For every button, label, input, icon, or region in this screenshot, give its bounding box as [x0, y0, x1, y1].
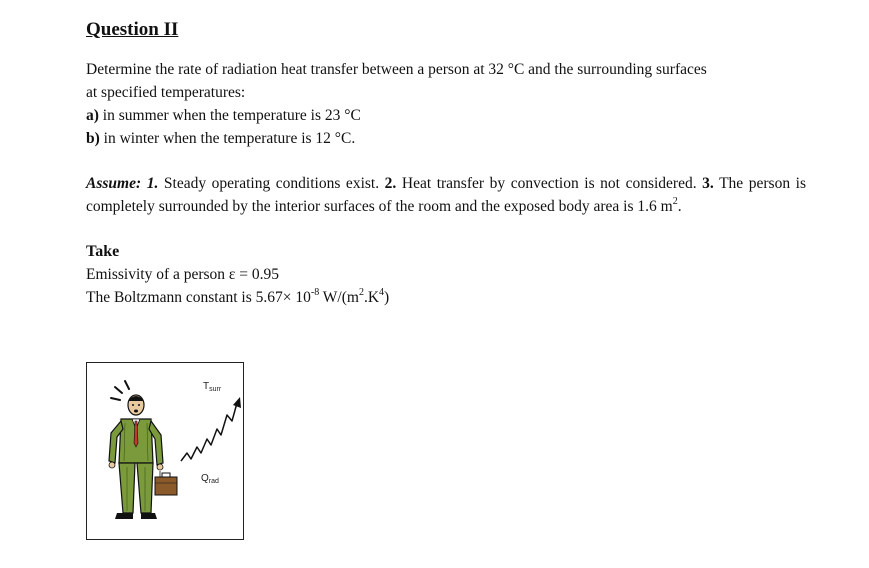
- problem-line-2: at specified temperatures:: [86, 84, 246, 101]
- assume-num-3: 3.: [702, 175, 714, 192]
- radiation-figure: [86, 362, 244, 540]
- assume-text-2: Heat transfer by convection is not considered.: [396, 175, 703, 192]
- problem-line-1: Determine the rate of radiation heat transfer between a person at 32 °C and the surrounding surfaces: [86, 61, 707, 78]
- radiation-illustration: [87, 363, 243, 539]
- q-rad-label: $Q_{rad}$: [201, 473, 219, 485]
- document-page: [86, 18, 806, 309]
- boltzmann-unit-b: .K: [363, 289, 380, 306]
- boltzmann-text: The Boltzmann constant is 5.67× 10: [86, 289, 311, 306]
- boltzmann-unit-c: ): [384, 289, 390, 306]
- assumptions: [86, 172, 806, 218]
- question-title: Question II: [86, 19, 179, 40]
- boltzmann-unit-exp-b: 4: [379, 286, 385, 298]
- boltzmann-line: [86, 286, 806, 309]
- part-b: [86, 127, 806, 150]
- boltzmann-exponent: -8: [310, 286, 320, 298]
- emissivity-line: Emissivity of a person ε = 0.95: [86, 266, 280, 283]
- stress-lines-icon: [111, 381, 129, 400]
- assume-num-2: 2.: [384, 175, 397, 192]
- part-a-label: a): [86, 107, 99, 124]
- area-exponent: 2: [672, 195, 678, 207]
- boltzmann-unit-a: W/(m: [319, 289, 359, 306]
- assume-text-1: Steady operating conditions exist.: [158, 175, 385, 192]
- person-icon: [109, 395, 163, 519]
- part-a-text: in summer when the temperature is 23 °C: [98, 107, 361, 124]
- boltzmann-unit-exp-a: 2: [358, 286, 364, 298]
- briefcase-icon: [155, 471, 177, 495]
- part-b-label: b): [86, 130, 100, 147]
- assume-label: Assume:: [86, 175, 142, 192]
- assume-text-3: The person is completely surrounded by the interior surfaces of the room and the exposed body area is 1.6 m: [86, 175, 807, 215]
- part-a: [86, 104, 806, 127]
- assume-end: .: [677, 198, 682, 215]
- t-surr-label: $T_{surr}$: [203, 381, 222, 393]
- assume-num-1: 1.: [146, 175, 159, 192]
- take-heading: Take: [86, 243, 120, 260]
- radiation-arrow-icon: [181, 397, 241, 461]
- part-b-text: in winter when the temperature is 12 °C.: [99, 130, 356, 147]
